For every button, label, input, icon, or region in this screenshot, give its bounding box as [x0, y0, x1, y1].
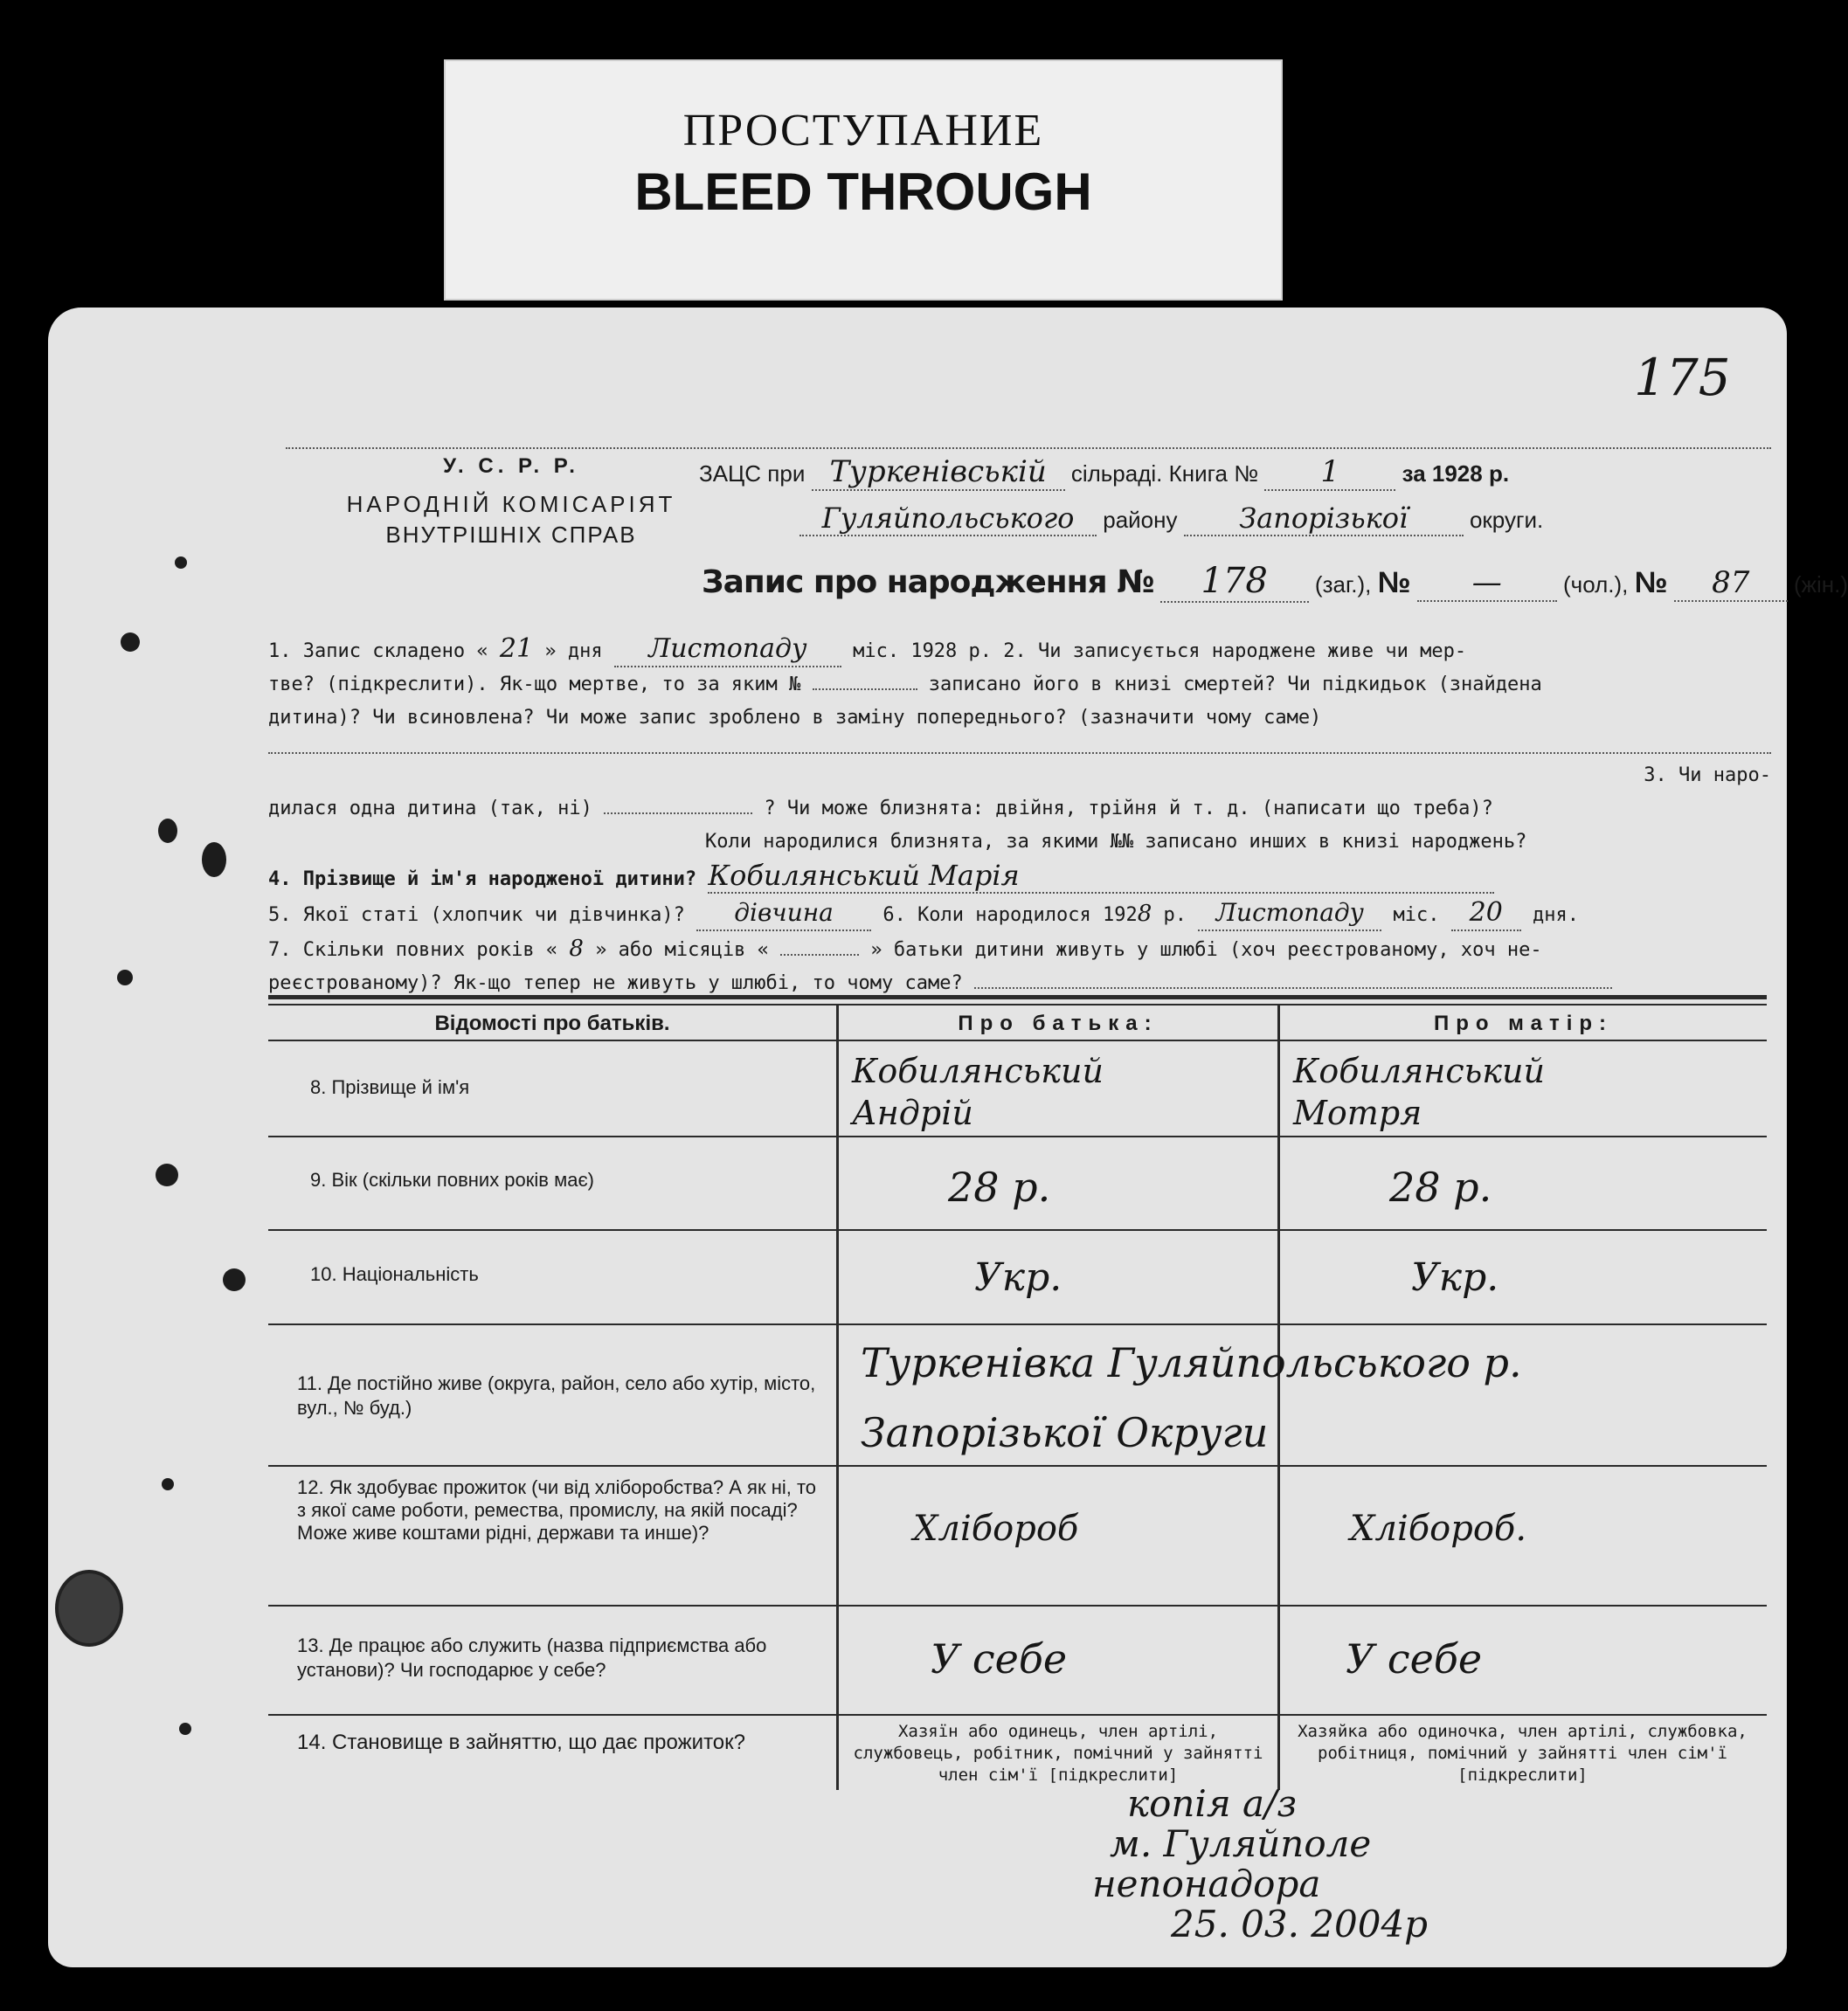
- binder-hole: [179, 1723, 191, 1735]
- record-day: 21: [499, 633, 534, 664]
- row-label-age: 9. Вік (скільки повних років має): [310, 1169, 595, 1191]
- org-line2: НАРОДНІЙ КОМІСАРІЯТ: [346, 491, 676, 517]
- mother-employment-options: Хазяйка або одиночка, член артілі, службовка, робітниця, помічний у зайнятті член сім'ї [підкреслити]: [1298, 1722, 1748, 1785]
- q2-line: [268, 668, 1771, 701]
- father-livelihood: Хлібороб: [913, 1509, 1079, 1549]
- table-top-rule-2: [268, 1004, 1767, 1006]
- father-workplace: У себе: [931, 1635, 1068, 1683]
- district-label: району: [1103, 507, 1178, 533]
- row-rule: [268, 1714, 1767, 1716]
- residence-value: Туркенівка Гуляйпольського р. Запорізької Округи: [861, 1339, 1522, 1456]
- council-label: сільраді. Книга №: [1070, 460, 1259, 487]
- record-zag-label: (заг.),: [1314, 571, 1372, 598]
- q6-text-d: дня.: [1533, 904, 1579, 926]
- mother-workplace: У себе: [1346, 1635, 1483, 1683]
- binder-hole: [121, 632, 140, 652]
- father-name: Кобилянський Андрій: [852, 1052, 1104, 1132]
- header-line-2: [799, 501, 1761, 536]
- q6-text-b: р.: [1163, 904, 1187, 926]
- body-questions: [268, 632, 1771, 1000]
- father-age: 28 р.: [948, 1164, 1051, 1211]
- page-number: 175: [1634, 348, 1731, 407]
- q4-text: 4. Прізвище й ім'я народженої дитини?: [268, 868, 697, 890]
- zags-label: ЗАЦС при: [699, 460, 806, 487]
- record-zhin-label: (жін.): [1793, 571, 1848, 598]
- q7-text-d: реєстрованому)? Як-що тепер не живуть у шлюбі, то чому саме?: [268, 972, 963, 994]
- q7-text-b: » або місяців «: [595, 939, 769, 961]
- row-rule: [268, 1605, 1767, 1607]
- row-rule: [268, 1229, 1767, 1231]
- col-header-mother: Про матір:: [1433, 1012, 1614, 1035]
- org-line3: ВНУТРІШНІХ СПРАВ: [385, 522, 637, 548]
- mother-age: 28 р.: [1389, 1164, 1492, 1211]
- binder-hole: [223, 1268, 246, 1291]
- record-title-label: Запис про народження №: [702, 564, 1154, 600]
- village-value: Туркенівській: [812, 454, 1065, 491]
- binder-hole: [202, 842, 226, 877]
- top-dotted-rule: [286, 447, 1771, 449]
- q6-text-c: міс.: [1393, 904, 1440, 926]
- mother-nationality: Укр.: [1411, 1255, 1499, 1300]
- record-total-number: 178: [1160, 561, 1309, 603]
- q1-text-a: 1. Запис складено «: [268, 640, 488, 662]
- record-no2-label: №: [1634, 566, 1668, 599]
- org-line1: У. С. Р. Р.: [443, 454, 579, 478]
- blank-dotted-line: [268, 735, 1771, 754]
- document-sheet: [48, 308, 1848, 1967]
- q7-line: [268, 932, 1771, 967]
- q3-text: 3. Чи наро-: [1644, 764, 1771, 786]
- q2-text-b: записано його в книзі смертей? Чи підкидьок (знайдена: [928, 674, 1542, 695]
- col-header-father: Про батька:: [958, 1012, 1159, 1035]
- q1-text-b: » дня: [544, 640, 603, 662]
- wax-seal: [55, 1570, 123, 1647]
- record-title: [702, 561, 1848, 603]
- mother-livelihood: Хлібороб.: [1350, 1509, 1527, 1549]
- father-nationality: Укр.: [974, 1255, 1062, 1300]
- q3b-line: [268, 792, 1771, 826]
- q5-text: 5. Якої статі (хлопчик чи дівчинка)?: [268, 904, 685, 926]
- q4-line: [268, 859, 1771, 896]
- q3-text-c: ? Чи може близнята: двійня, трійня й т. д. (написати що треба)?: [764, 798, 1493, 819]
- copy-note-line4: 25. 03. 2004р: [1171, 1903, 1429, 1945]
- label-line-en: BLEED THROUGH: [634, 162, 1092, 221]
- q2-text-c: дитина)? Чи всиновлена? Чи може запис зроблено в заміну попереднього? (зазначити чому саме): [268, 707, 1322, 729]
- child-name: Кобилянський Марія: [708, 859, 1494, 894]
- q7-text: 7. Скільки повних років «: [268, 939, 558, 961]
- binder-hole: [117, 970, 133, 985]
- birth-month: Листопаду: [1198, 896, 1381, 931]
- q1-line: [268, 632, 1771, 668]
- birth-year-digit: 8: [1137, 901, 1152, 927]
- row-label-employment: 14. Становище в зайняттю, що дає прожиток?: [297, 1731, 745, 1754]
- okrug-label: округи.: [1469, 507, 1544, 533]
- q1-text-c: міс. 1928 р. 2. Чи записується народжене живе чи мер-: [853, 640, 1467, 662]
- binder-hole: [156, 1164, 178, 1186]
- marriage-years: 8: [569, 936, 584, 962]
- row-label-livelihood: 12. Як здобуває прожиток (чи від хліборобства? А як ні, то з якої саме роботи, ремества, промислу, на якій посаді? Може живе коштами рідні, держави та инше)?: [297, 1476, 817, 1544]
- row-rule: [268, 1136, 1767, 1137]
- label-line-ru: ПРОСТУПАНИЕ: [682, 106, 1044, 155]
- org-block: [275, 454, 747, 549]
- col-header-info: Відомості про батьків.: [434, 1012, 670, 1035]
- row-rule: [268, 1040, 1767, 1041]
- child-sex: дівчина: [696, 896, 871, 931]
- row-label-residence: 11. Де постійно живе (округа, район, село або хутір, місто, вул., № буд.): [297, 1372, 816, 1419]
- row-label-workplace: 13. Де працює або служить (назва підприємства або установи)? Чи господарює у себе?: [297, 1634, 767, 1681]
- father-employment-options: Хазяїн або одинець, член артілі, службовець, робітник, помічний у зайнятті член сім'ї [підкреслити]: [853, 1722, 1263, 1785]
- copy-certification-note: [1092, 1784, 1582, 1945]
- record-no-label: №: [1377, 566, 1411, 599]
- record-month: Листопаду: [614, 632, 841, 667]
- record-female-number: 87: [1674, 565, 1788, 602]
- binder-hole: [162, 1478, 174, 1490]
- table-top-rule: [268, 995, 1767, 999]
- q3-text-b: дилася одна дитина (так, ні): [268, 798, 592, 819]
- q6-text: 6. Коли народилося 192: [882, 904, 1138, 926]
- copy-note-line1: копія а/з: [1127, 1782, 1298, 1825]
- book-value: 1: [1264, 454, 1395, 491]
- copy-note-line3: непонадора: [1092, 1862, 1321, 1905]
- birth-day: 20: [1451, 896, 1521, 931]
- bleed-through-label: [444, 59, 1283, 301]
- row-rule: [268, 1465, 1767, 1467]
- district-value: Гуляйпольського: [799, 501, 1097, 536]
- okrug-value: Запорізької: [1184, 501, 1464, 536]
- year-label: за 1928 р.: [1402, 460, 1510, 487]
- row-label-nationality: 10. Національність: [310, 1263, 479, 1285]
- row-label-name: 8. Прізвище й ім'я: [310, 1076, 470, 1098]
- q3-text-d: Коли народилися близнята, за якими №№ записано инших в книзі народжень?: [705, 831, 1527, 853]
- binder-hole: [158, 819, 177, 843]
- copy-note-line2: м. Гуляйполе: [1110, 1822, 1372, 1865]
- mother-name: Кобилянський Мотря: [1293, 1052, 1545, 1132]
- q2-text: тве? (підкреслити). Як-що мертве, то за яким №: [268, 674, 801, 695]
- col-sep-1: [836, 1006, 839, 1790]
- binder-hole: [175, 556, 187, 569]
- row-rule: [268, 1323, 1767, 1325]
- q5-line: [268, 896, 1771, 932]
- record-male-number: —: [1417, 565, 1557, 602]
- header-line-1: [699, 454, 1782, 491]
- q7-text-c: » батьки дитини живуть у шлюбі (хоч реєстрованому, хоч не-: [870, 939, 1542, 961]
- record-chol-label: (чол.),: [1562, 571, 1629, 598]
